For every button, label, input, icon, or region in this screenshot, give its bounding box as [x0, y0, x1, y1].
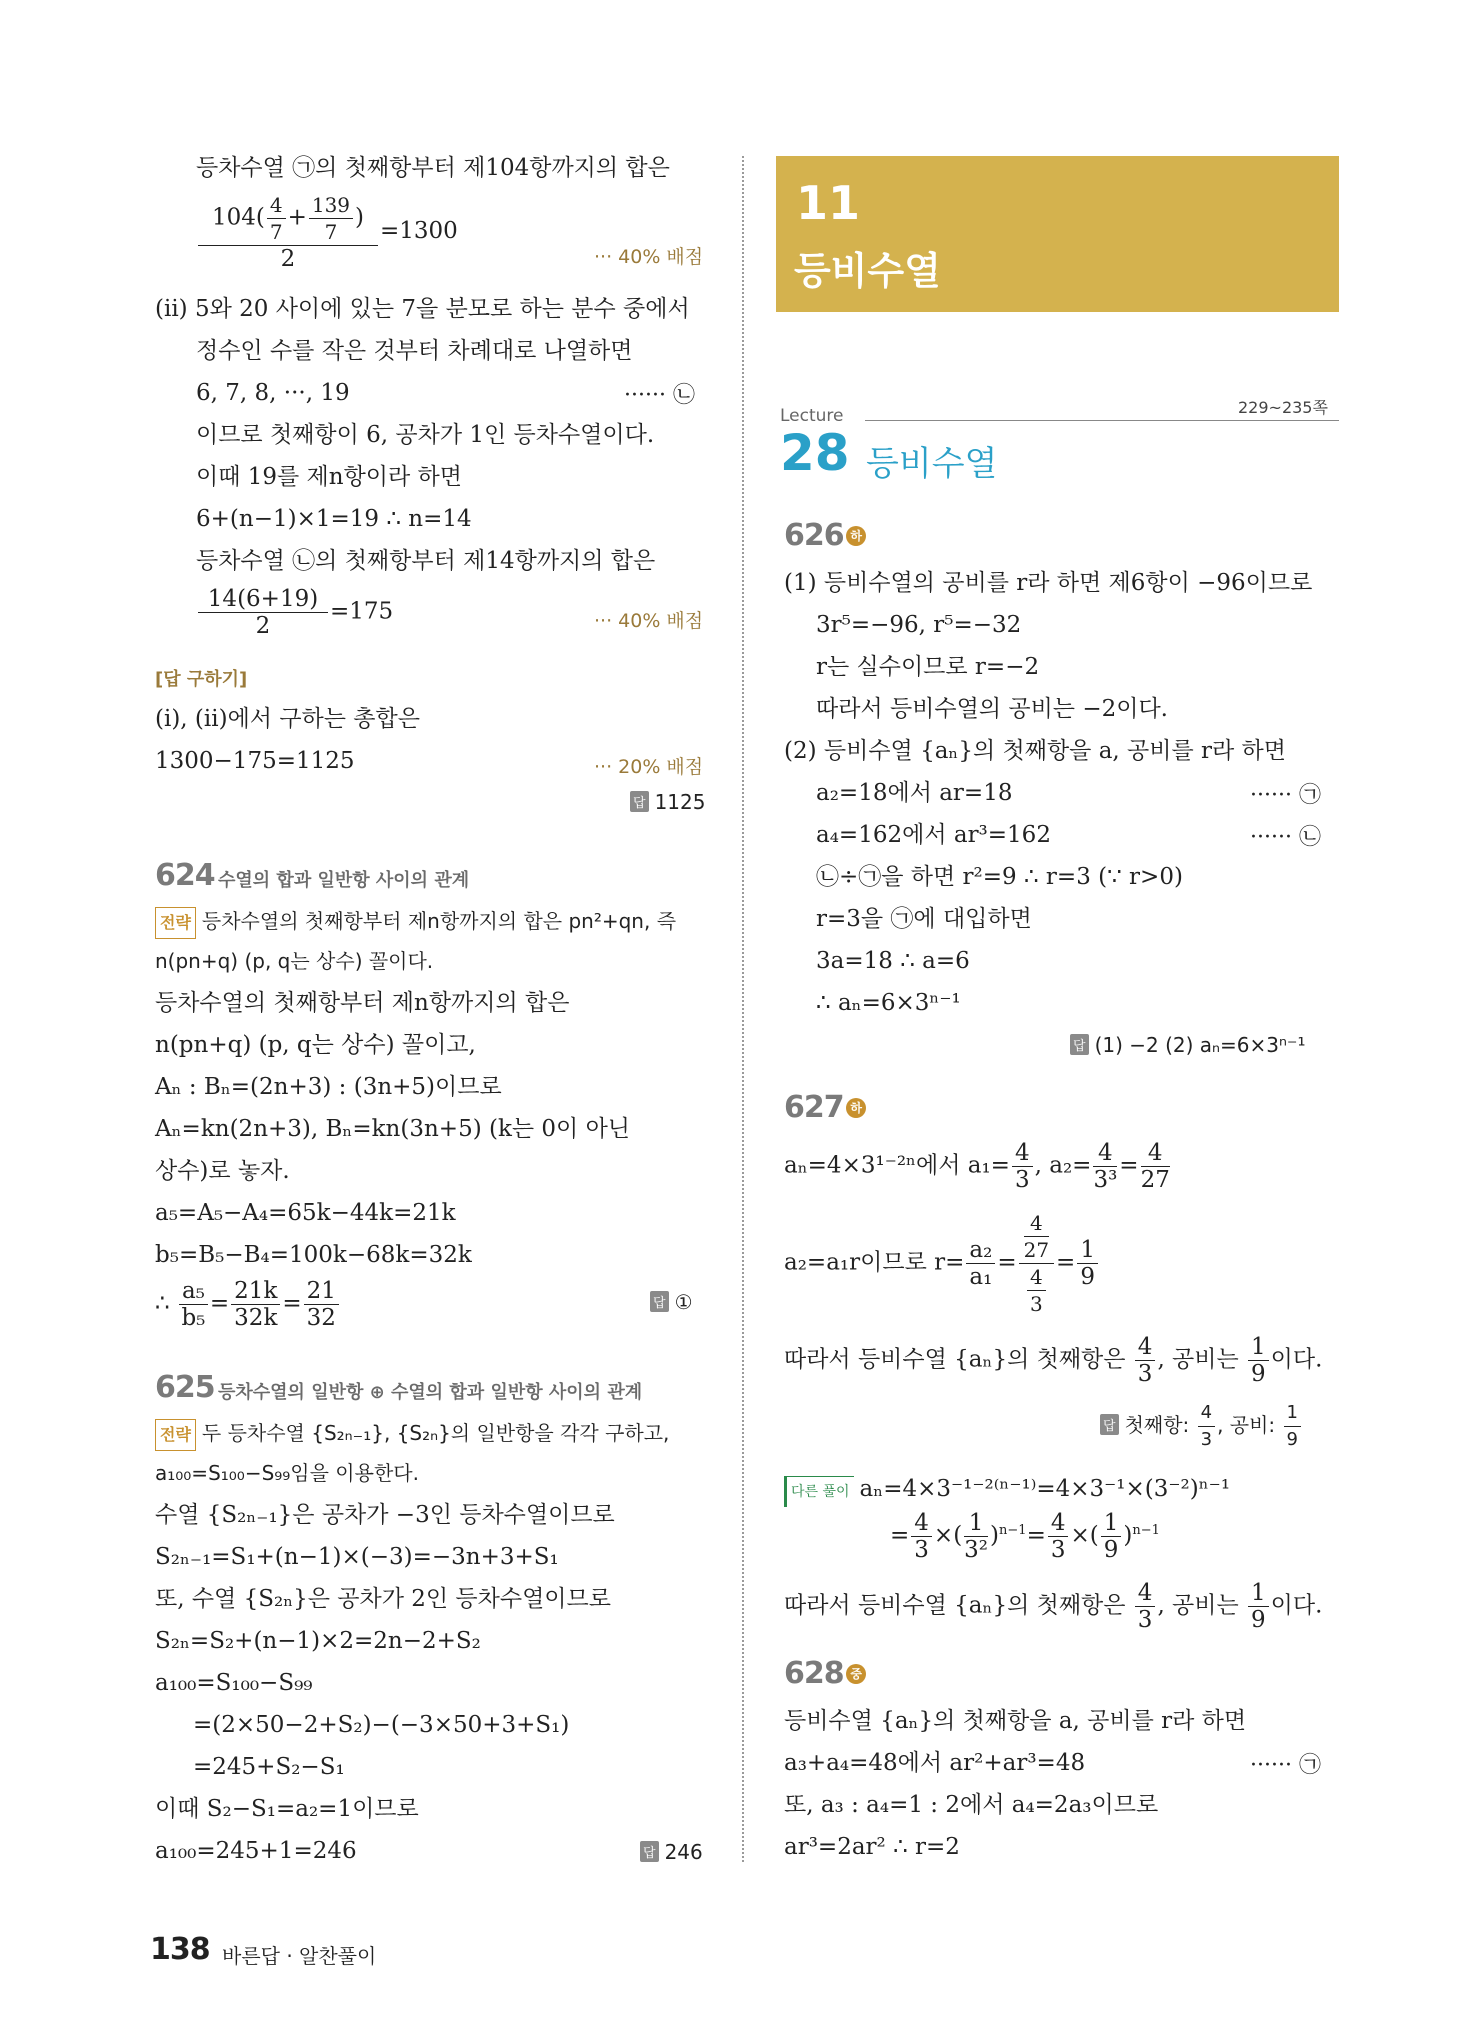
text-line: 3r⁵=−96, r⁵=−32 [816, 612, 1022, 638]
text-line: a₄=162에서 ar³=162 [816, 822, 1051, 848]
lecture-number: 28 [780, 424, 850, 482]
answer-section-head: [답 구하기] [155, 669, 248, 690]
text-line: 정수인 수를 작은 것부터 차례대로 나열하면 [196, 338, 633, 364]
page-number: 138 [150, 1932, 210, 1967]
text-line: 3a=18 ∴ a=6 [816, 948, 970, 974]
score-20: ··· 20% 배점 [594, 756, 704, 778]
strategy-line: n(pn+q) (p, q는 상수) 꼴이다. [155, 949, 434, 973]
text-line: 따라서 등비수열 {aₙ}의 첫째항은 $\frac{4}{3}$ , 공비는 $\frac{1}{9}$ 이다. [784, 1334, 1323, 1387]
marker: ······ ㉡ [1250, 825, 1321, 850]
alt-solution-line: 다른 풀이 aₙ=4×3⁻¹⁻²⁽ⁿ⁻¹⁾=4×3⁻¹×(3⁻²)ⁿ⁻¹ [784, 1474, 1230, 1507]
formula-line: aₙ=4×3¹⁻²ⁿ에서 a₁= $\frac{4}{3}$ , a₂= $\frac{4}{\text{3³}}$ = $\frac{4}{27}$ [784, 1140, 1170, 1193]
problem-number: 627 하 [784, 1090, 866, 1125]
text-line: b₅=B₅−B₄=100k−68k=32k [155, 1242, 472, 1268]
text-line: 등차수열 ㉠의 첫째항부터 제104항까지의 합은 [196, 155, 670, 181]
answer-624: 답 ① [650, 1290, 693, 1314]
ratio-formula: ∴ $\frac{\text{a₅}}{\text{b₅}}$ = $\frac{21k}{32k}$ = $\frac{21}{32}$ [155, 1278, 341, 1331]
problem-title: 등차수열의 일반항 ⊕ 수열의 합과 일반항 사이의 관계 [218, 1382, 643, 1403]
text-line: Aₙ=kn(2n+3), Bₙ=kn(3n+5) (k는 0이 아닌 [155, 1116, 631, 1142]
text-line: 6, 7, 8, ···, 19 [196, 380, 350, 406]
chapter-title: 등비수열 [794, 249, 941, 293]
lecture-title: 등비수열 [866, 444, 998, 484]
text-line: r는 실수이므로 r=−2 [816, 654, 1040, 680]
text-line: =245+S₂−S₁ [193, 1754, 345, 1780]
strategy-line: a₁₀₀=S₁₀₀−S₉₉임을 이용한다. [155, 1461, 419, 1485]
text-line: 1300−175=1125 [155, 748, 355, 774]
text-line: a₂=18에서 ar=18 [816, 780, 1013, 806]
text-line: 상수)로 놓자. [155, 1158, 290, 1184]
answer-624-prev: 답 1125 [630, 790, 705, 814]
text-line: 등차수열의 첫째항부터 제n항까지의 합은 [155, 990, 570, 1016]
text-line: =(2×50−2+S₂)−(−3×50+3+S₁) [193, 1712, 570, 1738]
strategy-line: 전략 등차수열의 첫째항부터 제n항까지의 합은 pn²+qn, 즉 [155, 906, 676, 939]
text-line: a₁₀₀=S₁₀₀−S₉₉ [155, 1670, 313, 1696]
text-line: (2) 등비수열 {aₙ}의 첫째항을 a, 공비를 r라 하면 [784, 738, 1286, 764]
footer-title: 바른답 · 알찬풀이 [222, 1944, 377, 1968]
alt-formula-line: = $\frac{4}{3}$ ×( $\frac{1}{\text{3²}}$ )$^{n-1}$= $\frac{4}{3}$ ×( $\frac{1}{9}$ )$^{n-1}$ [890, 1510, 1160, 1563]
text-line: a₅=A₅−A₄=65k−44k=21k [155, 1200, 456, 1226]
score-40: ··· 40% 배점 [594, 246, 704, 268]
text-line: 이때 19를 제n항이라 하면 [196, 464, 462, 490]
text-line: 수열 {S₂ₙ₋₁}은 공차가 −3인 등차수열이므로 [155, 1502, 615, 1528]
text-line: ∴ aₙ=6×3ⁿ⁻¹ [816, 990, 961, 1016]
text-line: ar³=2ar² ∴ r=2 [784, 1834, 960, 1860]
frac-n: 4 [267, 192, 286, 219]
problem-number: 626 하 [784, 518, 866, 553]
chapter-banner [776, 156, 1339, 312]
problem-number: 625 [155, 1370, 215, 1405]
text-line: 또, a₃ : a₄=1 : 2에서 a₄=2a₃이므로 [784, 1792, 1159, 1818]
result: =1300 [380, 218, 458, 244]
text-line: S₂ₙ=S₂+(n−1)×2=2n−2+S₂ [155, 1628, 481, 1654]
column-divider [742, 156, 744, 1862]
sum-formula-2: $\frac{14(6+19)}{2}$ =175 [196, 586, 393, 639]
marker: ······ ㉡ [624, 383, 695, 408]
problem-number: 628 중 [784, 1656, 866, 1691]
text-line: (ⅰ), (ⅱ)에서 구하는 총합은 [155, 706, 420, 732]
text-line: a₁₀₀=245+1=246 [155, 1838, 357, 1864]
lecture-pages: 229~235쪽 [1238, 398, 1328, 417]
text-line: 따라서 등비수열 {aₙ}의 첫째항은 $\frac{4}{3}$ , 공비는 $\frac{1}{9}$ 이다. [784, 1580, 1323, 1633]
strategy-line: 전략 두 등차수열 {S₂ₙ₋₁}, {S₂ₙ}의 일반항을 각각 구하고, [155, 1418, 669, 1451]
text-line: 등비수열 {aₙ}의 첫째항을 a, 공비를 r라 하면 [784, 1708, 1247, 1734]
text-line: ㉡÷㉠을 하면 r²=9 ∴ r=3 (∵ r>0) [816, 864, 1183, 890]
text-line: 따라서 등비수열의 공비는 −2이다. [816, 696, 1168, 722]
marker: ······ ㉠ [1250, 783, 1321, 808]
text-line: 등차수열 ㉡의 첫째항부터 제14항까지의 합은 [196, 548, 656, 574]
chapter-number: 11 [796, 176, 861, 230]
formula-line: a₂=a₁r이므로 r= $\frac{\text{a₂}}{\text{a₁}}$ = $\frac{\frac{4}{27}}{\frac{4}{3}}$ = $\frac{1}{9}$ [784, 1210, 1100, 1317]
text-line: (1) 등비수열의 공비를 r라 하면 제6항이 −96이므로 [784, 570, 1313, 596]
lecture-label: Lecture [780, 406, 844, 426]
problem-number: 624 [155, 858, 215, 893]
text-line: 이때 S₂−S₁=a₂=1이므로 [155, 1796, 419, 1822]
text-line: 이므로 첫째항이 6, 공차가 1인 등차수열이다. [196, 422, 655, 448]
text-line: S₂ₙ₋₁=S₁+(n−1)×(−3)=−3n+3+S₁ [155, 1544, 559, 1570]
text-line: 또, 수열 {S₂ₙ}은 공차가 2인 등차수열이므로 [155, 1586, 611, 1612]
answer-627: 답 첫째항: $\frac{4}{3}$ , 공비: $\frac{1}{9}$ [1100, 1400, 1303, 1453]
text-line: n(pn+q) (p, q는 상수) 꼴이고, [155, 1032, 476, 1058]
text-line: 6+(n−1)×1=19 ∴ n=14 [196, 506, 472, 532]
sum-formula-1: 104( $\frac{4}{7}$ + $\frac{139}{7}$ ) 2 =1300 [196, 192, 458, 272]
text-line: a₃+a₄=48에서 ar²+ar³=48 [784, 1750, 1086, 1776]
text-line: Aₙ : Bₙ=(2n+3) : (3n+5)이므로 [155, 1074, 502, 1100]
lecture-rule [865, 420, 1339, 421]
problem-title: 수열의 합과 일반항 사이의 관계 [218, 870, 470, 891]
answer-625: 답 246 [640, 1840, 703, 1864]
answer-626: 답 (1) −2 (2) aₙ=6×3ⁿ⁻¹ [1070, 1033, 1306, 1057]
text-line: r=3을 ㉠에 대입하면 [816, 906, 1032, 932]
marker: ······ ㉠ [1250, 1753, 1321, 1778]
score-40: ··· 40% 배점 [594, 610, 704, 632]
text-line: (ⅱ) 5와 20 사이에 있는 7을 분모로 하는 분수 중에서 [155, 296, 690, 322]
